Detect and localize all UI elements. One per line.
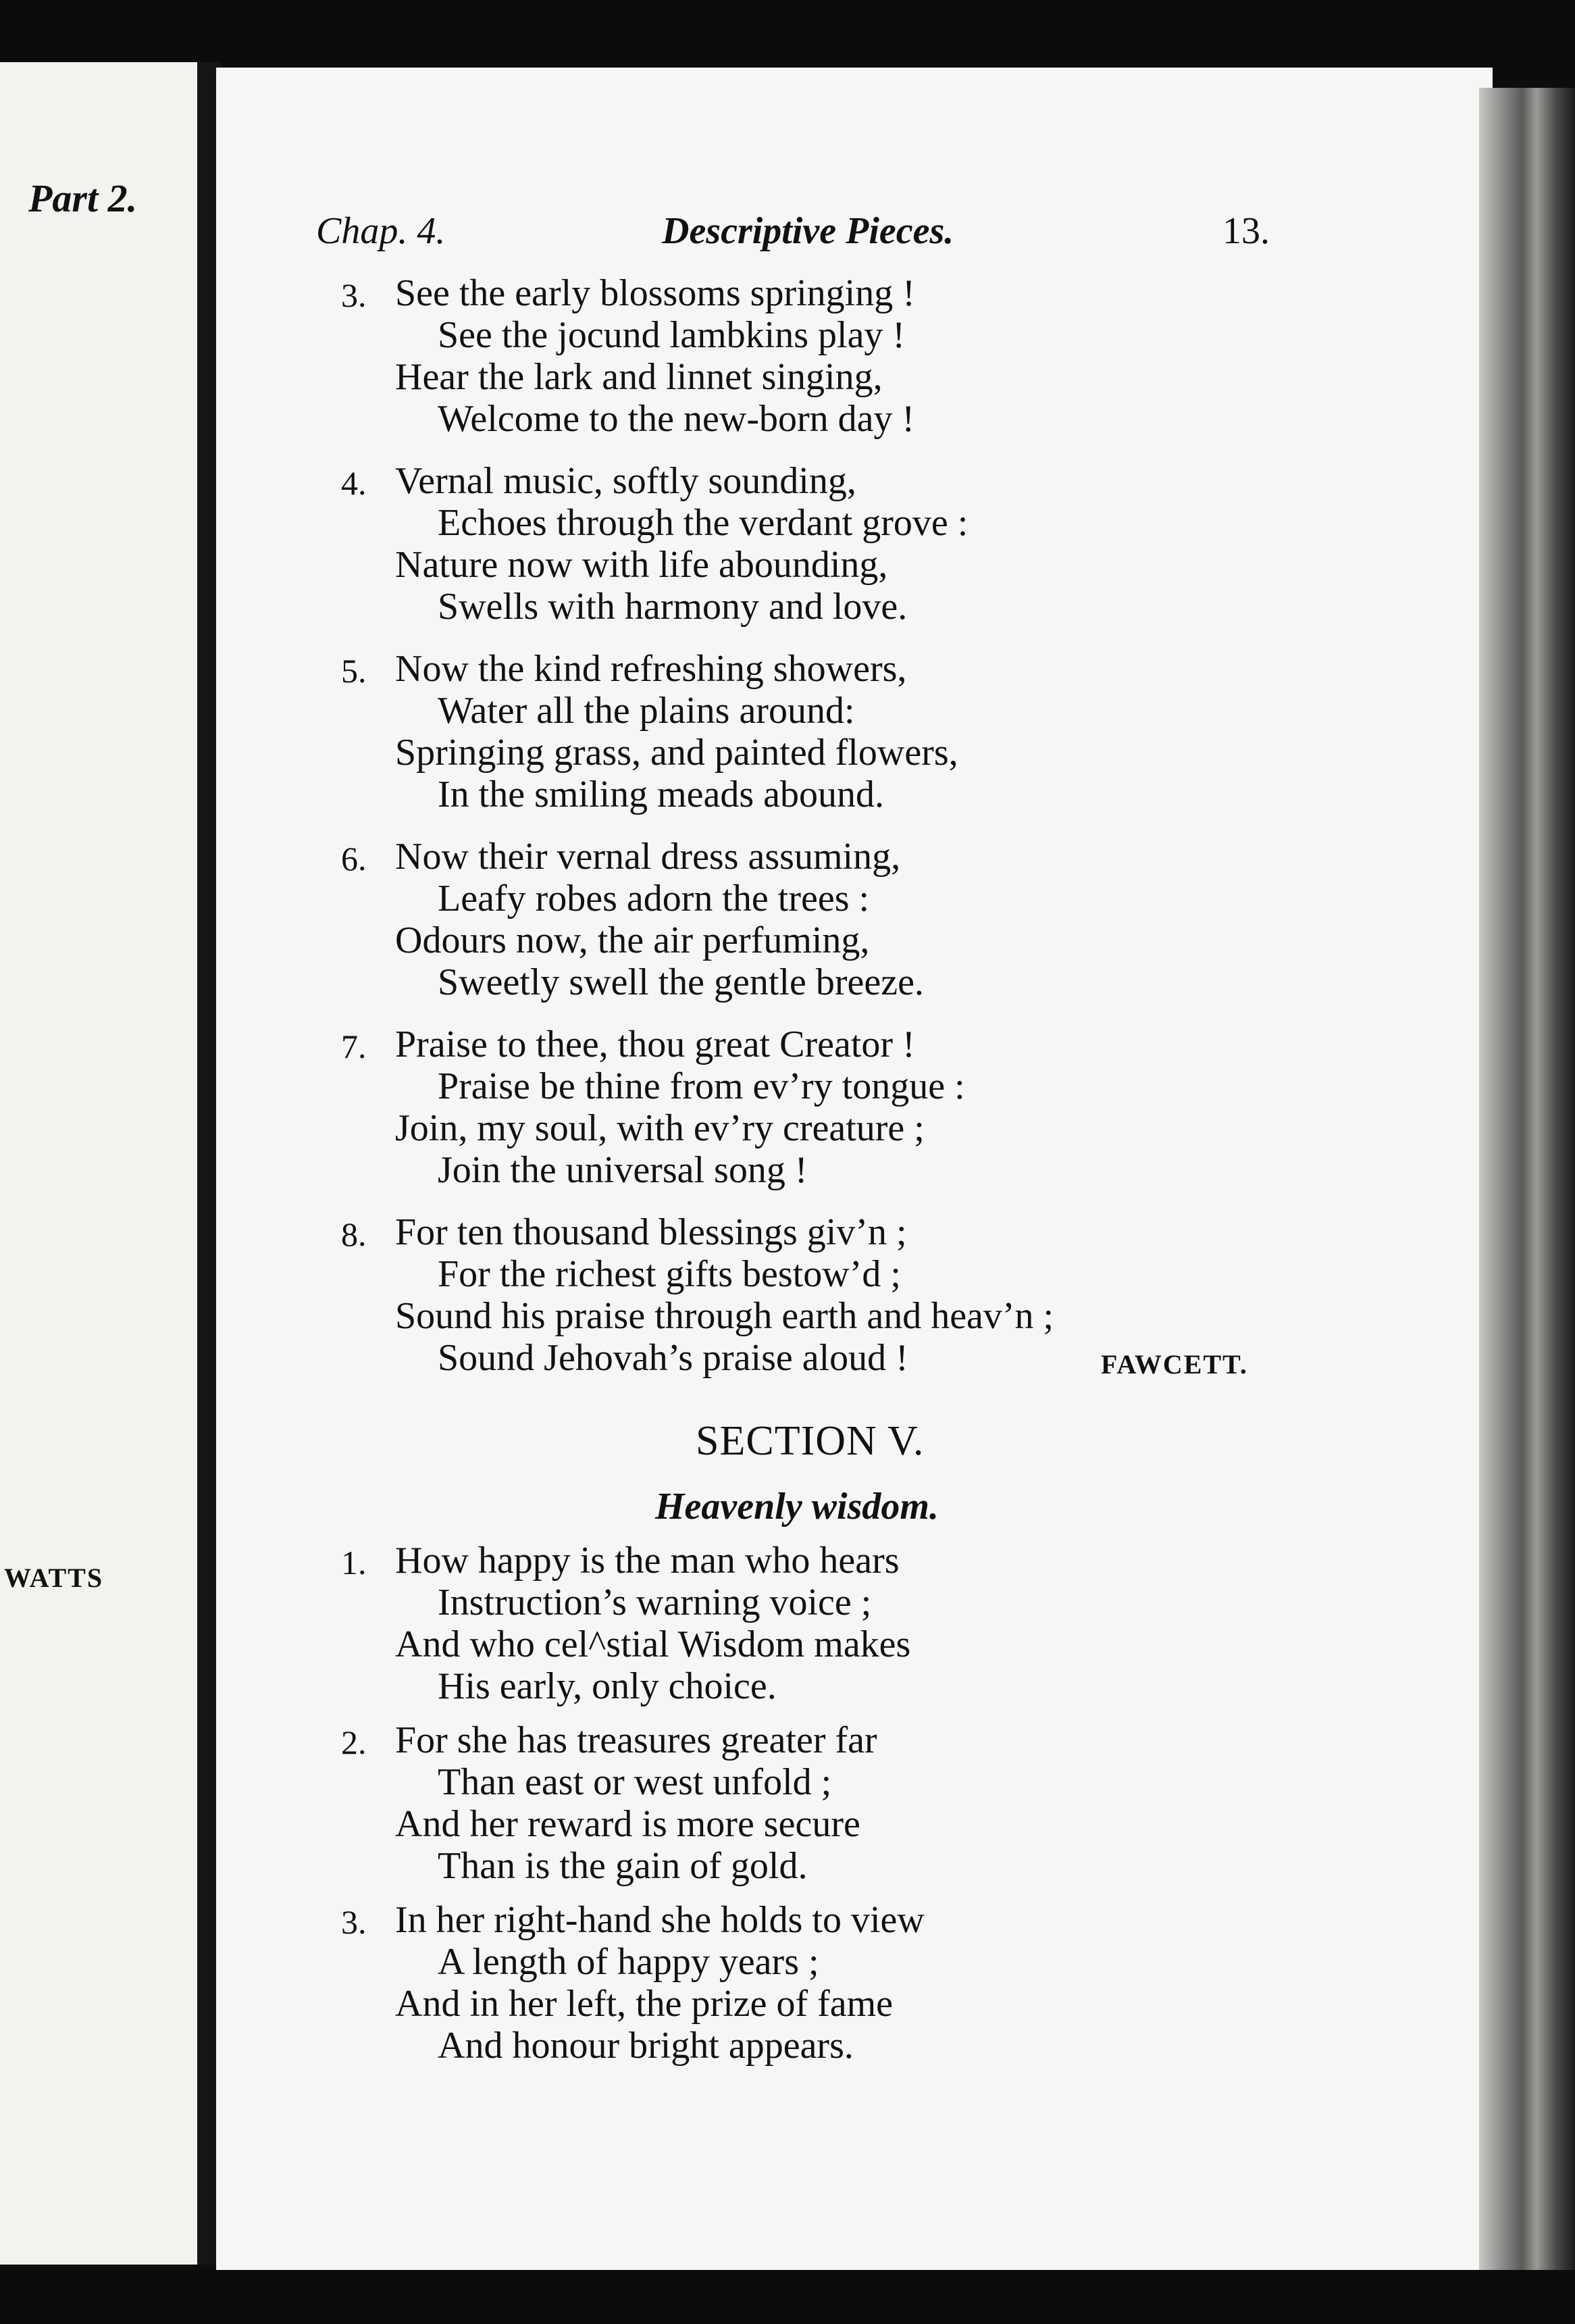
stanza-number: 1. [341,1544,367,1582]
verse-line: Now their vernal dress assuming, [395,836,901,878]
verse-line: For she has treasures greater far [395,1719,877,1761]
verse-line: And her reward is more secure [395,1803,860,1845]
verse-line: Instruction’s warning voice ; [438,1582,872,1623]
verse-line: Leafy robes adorn the trees : [438,878,870,919]
author-attribution: FAWCETT. [1101,1349,1248,1380]
verse-line: Praise be thine from ev’ry tongue : [438,1065,965,1107]
verse-line: In her right-hand she holds to view [395,1899,925,1941]
verse-line: And honour bright appears. [438,2025,854,2067]
stanza-number: 7. [341,1028,367,1065]
verse-line: Welcome to the new-born day ! [438,398,915,440]
verse-line: Water all the plains around: [438,690,855,732]
verse-line: Join, my soul, with ev’ry creature ; [395,1107,925,1149]
left-page-author-fragment: WATTS [4,1563,104,1593]
verse-line: How happy is the man who hears [395,1540,900,1582]
scan-bottom-border [0,2270,1575,2324]
verse-line: For ten thousand blessings giv’n ; [395,1211,907,1253]
verse-line: Than east or west unfold ; [438,1761,832,1803]
verse-line: Vernal music, softly sounding, [395,460,856,502]
verse-line: In the smiling meads abound. [438,774,885,815]
verse-line: Join the universal song ! [438,1149,808,1191]
verse-line: A length of happy years ; [438,1941,819,1983]
verse-line: Than is the gain of gold. [438,1845,808,1887]
verse-line: Nature now with life abounding, [395,544,888,586]
left-facing-page [0,62,197,2265]
page-edge-shadow [1479,88,1575,2283]
verse-line: Now the kind refreshing showers, [395,648,907,690]
section-heading: SECTION V. [696,1418,925,1464]
stanza-number: 5. [341,652,367,690]
verse-line: Praise to thee, thou great Creator ! [395,1024,915,1065]
stanza-number: 3. [341,276,367,314]
verse-line: See the jocund lambkins play ! [438,314,906,356]
verse-line: Sound Jehovah’s praise aloud ! [438,1337,908,1379]
verse-line: Odours now, the air perfuming, [395,919,870,961]
verse-line: Echoes through the verdant grove : [438,502,969,544]
section-subtitle: Heavenly wisdom. [655,1486,939,1527]
stanza-number: 8. [341,1215,367,1253]
verse-line: And who cel^stial Wisdom makes [395,1623,911,1665]
page-number: 13. [1222,210,1270,252]
verse-line: For the richest gifts bestow’d ; [438,1253,901,1295]
running-header-chapter: Chap. 4. [316,210,446,252]
stanza-number: 4. [341,464,367,502]
left-page-part-label: Part 2. [28,176,138,220]
verse-line: Hear the lark and linnet singing, [395,356,883,398]
verse-line: Sound his praise through earth and heav’n ; [395,1295,1054,1337]
verse-line: His early, only choice. [438,1665,777,1707]
verse-line: Swells with harmony and love. [438,586,908,628]
stanza-number: 3. [341,1903,367,1941]
verse-line: And in her left, the prize of fame [395,1983,894,2025]
verse-line: Springing grass, and painted flowers, [395,732,958,774]
running-header-title: Descriptive Pieces. [662,210,954,252]
stanza-number: 6. [341,840,367,878]
verse-line: See the early blossoms springing ! [395,272,915,314]
stanza-number: 2. [341,1723,367,1761]
verse-line: Sweetly swell the gentle breeze. [438,961,924,1003]
